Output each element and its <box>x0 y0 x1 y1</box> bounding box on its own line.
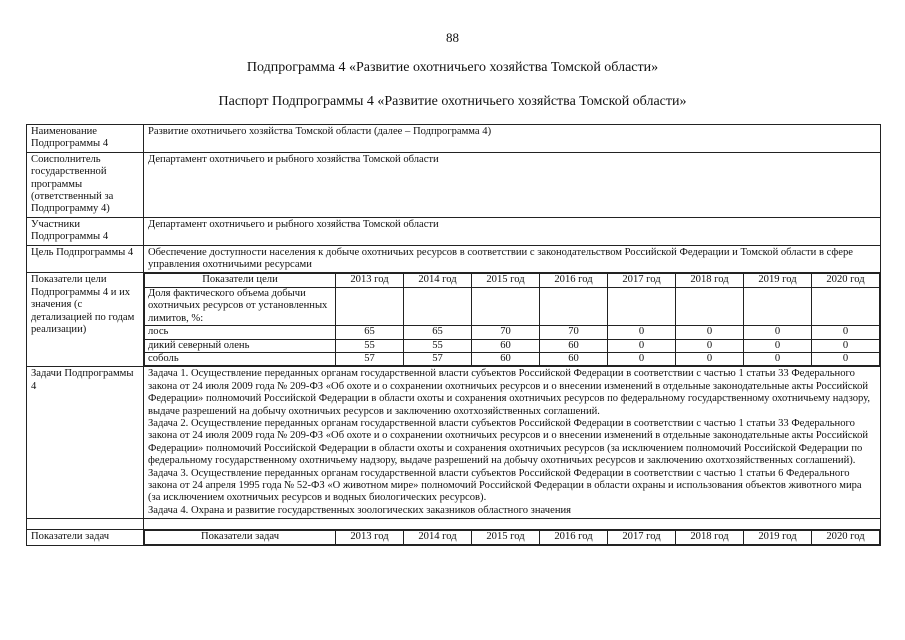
value-cell: 55 <box>404 339 472 352</box>
value-cell: 55 <box>336 339 404 352</box>
year-header: 2014 год <box>404 274 472 287</box>
year-header: 2019 год <box>744 274 812 287</box>
passport-title: Паспорт Подпрограммы 4 «Развитие охотничьего хозяйства Томской области» <box>218 94 687 109</box>
value-cell: 70 <box>540 326 608 339</box>
row-participants-value: Департамент охотничьего и рыбного хозяйства Томской области <box>144 217 881 245</box>
row-coexecutor-value: Департамент охотничьего и рыбного хозяйства Томской области <box>144 152 881 217</box>
year-header: 2017 год <box>608 531 676 544</box>
task-item: Задача 1. Осуществление переданных органам государственной власти субъектов Российской Федерации в соответствии с частью 1 статьи 33 Федерального закона от 24 июля 2009 года № 209-ФЗ «Об охоте и о сохранении охотничьих ресурсов и о внесении изменений в отдельные законодательные акты Российской Федерации» полномочий Российской Федерации в области охоты и сохранения охотничьих ресурсов по федеральному государственному охотничьему надзору, выдаче разрешений на добычу охотничьих ресурсов и заключению охотхозяйственных соглашений. <box>148 368 871 417</box>
value-cell: 60 <box>472 352 540 365</box>
row-coexecutor-label: Соисполнитель государственной программы (ответственный за Подпрограмму 4) <box>27 152 144 217</box>
year-header: 2015 год <box>472 274 540 287</box>
row-task-indicators <box>27 530 881 545</box>
task-indicators-header: Показатели задач <box>145 531 336 544</box>
row-tasks-value <box>144 367 881 519</box>
year-header: 2020 год <box>812 531 880 544</box>
year-header: 2014 год <box>404 531 472 544</box>
page-number: 88 <box>446 30 459 45</box>
table-row <box>145 339 880 352</box>
subprogram-title: Подпрограмма 4 «Развитие охотничьего хозяйства Томской области» <box>246 60 659 75</box>
row-goal-value: Обеспечение доступности населения к добыче охотничьих ресурсов в соответствии с законодательством Российской Федерации и Томской области в сфере управления охотничьими ресурсами <box>144 245 881 273</box>
task-indicators-table <box>144 530 880 544</box>
row-tasks-label: Задачи Подпрограммы 4 <box>27 367 144 519</box>
task-item: Задача 4. Охрана и развитие государственных зоологических заказников областного значения <box>148 504 572 516</box>
value-cell: 0 <box>744 352 812 365</box>
value-cell: 0 <box>676 326 744 339</box>
row-coexecutor <box>27 152 881 217</box>
indicators-subheader-row <box>145 287 880 325</box>
value-cell: 65 <box>404 326 472 339</box>
row-participants-label: Участники Подпрограммы 4 <box>27 217 144 245</box>
species-name: дикий северный олень <box>145 339 336 352</box>
value-cell: 0 <box>676 352 744 365</box>
row-tasks <box>27 367 881 519</box>
year-header: 2016 год <box>540 274 608 287</box>
year-header: 2018 год <box>676 531 744 544</box>
indicators-subheader: Доля фактического объема добычи охотничьих ресурсов от установленных лимитов, %: <box>145 287 336 325</box>
year-header: 2020 год <box>812 274 880 287</box>
task-item: Задача 3. Осуществление переданных органам государственной власти субъектов Российской Федерации в соответствии с частью 1 статьи 6 Федерального закона от 24 апреля 1995 года № 52-ФЗ «О животном мире» полномочий Российской Федерации в области охраны и использования объектов животного мира (за исключением охотничьих ресурсов и водных биологических ресурсов). <box>148 467 862 504</box>
value-cell: 0 <box>744 339 812 352</box>
year-header: 2019 год <box>744 531 812 544</box>
row-goal <box>27 245 881 273</box>
year-header: 2016 год <box>540 531 608 544</box>
goal-indicators-table <box>144 273 880 366</box>
indicators-header-row <box>145 274 880 287</box>
row-indicators-label: Показатели цели Подпрограммы 4 и их значения (с детализацией по годам реализации) <box>27 273 144 367</box>
value-cell: 60 <box>472 339 540 352</box>
row-indicators <box>27 273 881 367</box>
species-name: лось <box>145 326 336 339</box>
species-name: соболь <box>145 352 336 365</box>
value-cell: 57 <box>336 352 404 365</box>
year-header: 2018 год <box>676 274 744 287</box>
value-cell: 0 <box>608 352 676 365</box>
row-name <box>27 125 881 153</box>
value-cell: 60 <box>540 339 608 352</box>
passport-table <box>26 124 881 546</box>
task-indicators-header-row <box>145 531 880 544</box>
value-cell: 65 <box>336 326 404 339</box>
year-header: 2017 год <box>608 274 676 287</box>
row-task-indicators-label: Показатели задач <box>27 530 144 545</box>
year-header: 2015 год <box>472 531 540 544</box>
value-cell: 0 <box>744 326 812 339</box>
table-row <box>145 352 880 365</box>
table-row <box>145 326 880 339</box>
year-header: 2013 год <box>336 274 404 287</box>
row-name-label: Наименование Подпрограммы 4 <box>27 125 144 153</box>
value-cell: 0 <box>812 326 880 339</box>
value-cell: 57 <box>404 352 472 365</box>
value-cell: 70 <box>472 326 540 339</box>
row-name-value: Развитие охотничьего хозяйства Томской области (далее – Подпрограмма 4) <box>144 125 881 153</box>
value-cell: 0 <box>812 339 880 352</box>
value-cell: 60 <box>540 352 608 365</box>
indicators-header: Показатели цели <box>145 274 336 287</box>
value-cell: 0 <box>608 326 676 339</box>
value-cell: 0 <box>608 339 676 352</box>
value-cell: 0 <box>676 339 744 352</box>
row-goal-label: Цель Подпрограммы 4 <box>27 245 144 273</box>
row-participants <box>27 217 881 245</box>
value-cell: 0 <box>812 352 880 365</box>
task-item: Задача 2. Осуществление переданных органам государственной власти субъектов Российской Федерации в соответствии с частью 1 статьи 33 Федерального закона от 24 июля 2009 года № 209-ФЗ «Об охоте и о сохранении охотничьих ресурсов и о внесении изменений в отдельные законодательные акты Российской Федерации» полномочий Российской Федерации в области охоты и сохранения охотничьих ресурсов (за исключением полномочий Российской Федерации по федеральному государственному охотничьему надзору, выдаче разрешений на добычу охотничьих ресурсов и заключению охотхозяйственных соглашений). <box>148 417 869 467</box>
year-header: 2013 год <box>336 531 404 544</box>
